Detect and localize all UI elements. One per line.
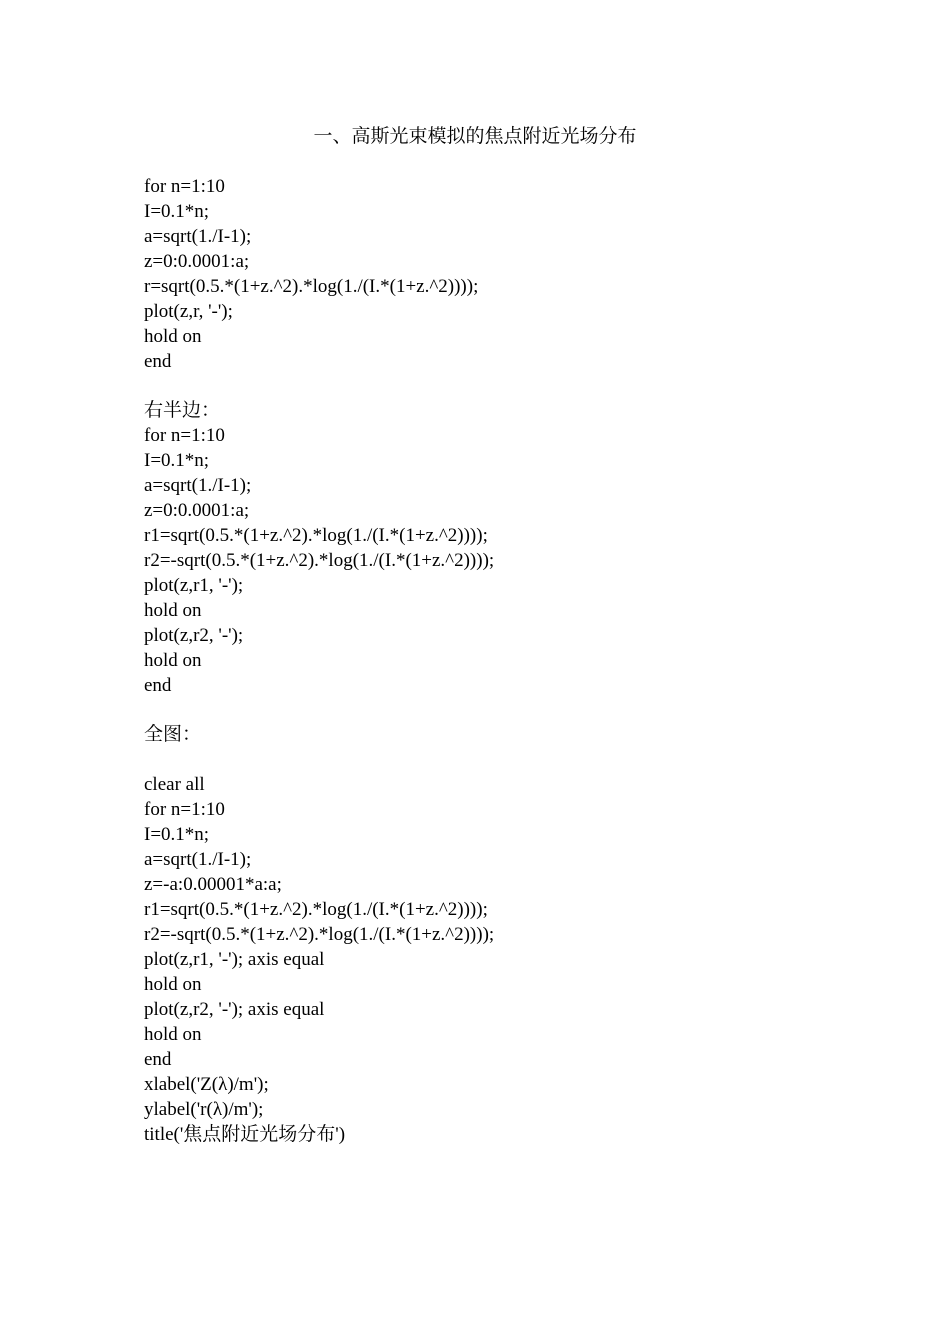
code-line: r=sqrt(0.5.*(1+z.^2).*log(1./(I.*(1+z.^2)))); xyxy=(144,276,479,297)
code-line: z=-a:0.00001*a:a; xyxy=(144,874,282,895)
code-line: hold on xyxy=(144,974,202,995)
code-line: plot(z,r2, '-'); xyxy=(144,625,244,646)
code-line: a=sqrt(1./I-1); xyxy=(144,226,252,247)
code-line: I=0.1*n; xyxy=(144,201,210,222)
code-line: end xyxy=(144,675,172,696)
page-title: 一、高斯光束模拟的焦点附近光场分布 xyxy=(313,126,637,147)
code-line: a=sqrt(1./I-1); xyxy=(144,849,252,870)
code-line: ylabel('r(λ)/m'); xyxy=(144,1099,264,1120)
code-line: z=0:0.0001:a; xyxy=(144,251,250,272)
code-line: for n=1:10 xyxy=(144,176,225,197)
code-line: xlabel('Z(λ)/m'); xyxy=(144,1074,269,1095)
code-line: hold on xyxy=(144,650,202,671)
code-line: clear all xyxy=(144,774,205,795)
code-line: hold on xyxy=(144,1024,202,1045)
code-line: hold on xyxy=(144,326,202,347)
code-line: r2=-sqrt(0.5.*(1+z.^2).*log(1./(I.*(1+z.^2)))); xyxy=(144,924,495,945)
code-line: z=0:0.0001:a; xyxy=(144,500,250,521)
code-line: end xyxy=(144,351,172,372)
code-line: r2=-sqrt(0.5.*(1+z.^2).*log(1./(I.*(1+z.^2)))); xyxy=(144,550,495,571)
code-line: plot(z,r1, '-'); xyxy=(144,575,244,596)
code-line: plot(z,r, '-'); xyxy=(144,301,233,322)
code-line: I=0.1*n; xyxy=(144,824,210,845)
code-line: for n=1:10 xyxy=(144,425,225,446)
code-line: end xyxy=(144,1049,172,1070)
section-heading: 全图： xyxy=(144,724,202,745)
code-line: for n=1:10 xyxy=(144,799,225,820)
code-line: r1=sqrt(0.5.*(1+z.^2).*log(1./(I.*(1+z.^2)))); xyxy=(144,899,488,920)
code-line: r1=sqrt(0.5.*(1+z.^2).*log(1./(I.*(1+z.^2)))); xyxy=(144,525,488,546)
code-line: a=sqrt(1./I-1); xyxy=(144,475,252,496)
code-line: hold on xyxy=(144,600,202,621)
code-line: plot(z,r2, '-'); axis equal xyxy=(144,999,325,1020)
section-heading: 右半边： xyxy=(144,400,221,421)
code-line: I=0.1*n; xyxy=(144,450,210,471)
code-line: plot(z,r1, '-'); axis equal xyxy=(144,949,325,970)
code-line: title('焦点附近光场分布') xyxy=(144,1124,346,1145)
